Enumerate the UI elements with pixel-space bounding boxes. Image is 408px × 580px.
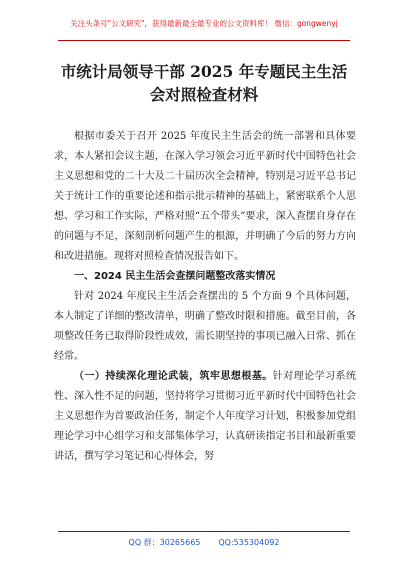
section-1-heading: 一、2024 民主生活会查摆问题整改落实情况 (74, 271, 276, 282)
subsection-1-paragraph (54, 367, 356, 467)
footer-divider (58, 531, 350, 532)
title-line-1: 市统计局领导干部 2025 年专题民主生活 (60, 62, 348, 81)
document-title (40, 60, 368, 106)
footer-qq-group: QQ 群：30265665 (128, 538, 201, 547)
footer (0, 537, 408, 548)
footer-qq: QQ:535304092 (218, 538, 280, 547)
subsection-1-heading: （一）持续深化理论武装，筑牢思想根基。 (74, 371, 273, 382)
section-1-paragraph: 针对 2024 年度民主生活会查摆出的 5 个方面 9 个具体问题，本人制定了详细的整改清单，明确了整改时限和措施。截至目前，各项整改任务已取得阶段性成效，需长期坚持的事项已融入日常、抓在经常。 (54, 291, 356, 362)
header-divider (58, 40, 350, 41)
subsection-1-text: 针对理论学习系统性、深入性不足的问题，坚持将学习贯彻习近平新时代中国特色社会主义思想作为首要政治任务，制定个人年度学习计划，积极参加党组理论学习中心组学习和支部集体学习，认真研读指定书目和最新重要讲话，撰写学习笔记和心得体会，努 (54, 371, 357, 462)
document-body (54, 127, 356, 467)
title-line-2: 会对照检查材料 (149, 85, 259, 104)
intro-paragraph: 根据市委关于召开 2025 年度民主生活会的统一部署和具体要求，本人紧扣会议主题，在深入学习领会习近平新时代中国特色社会主义思想和党的二十大及二十届历次全会精神，特别是习近平总书记关于统计工作的重要论述和指示批示精神的基础上，紧密联系个人思想、学习和工作实际，严格对照“五个带头”要求，深入查摆自身存在的问题与不足，深刻剖析问题产生的根源，并明确了今后的努力方向和改进措施。现将对照检查情况报告如下。 (54, 131, 356, 262)
header-banner: 关注头条号"公文研究"，获得最新最全最专业的公文资料库！ 微信：gongwenyj (70, 19, 338, 28)
